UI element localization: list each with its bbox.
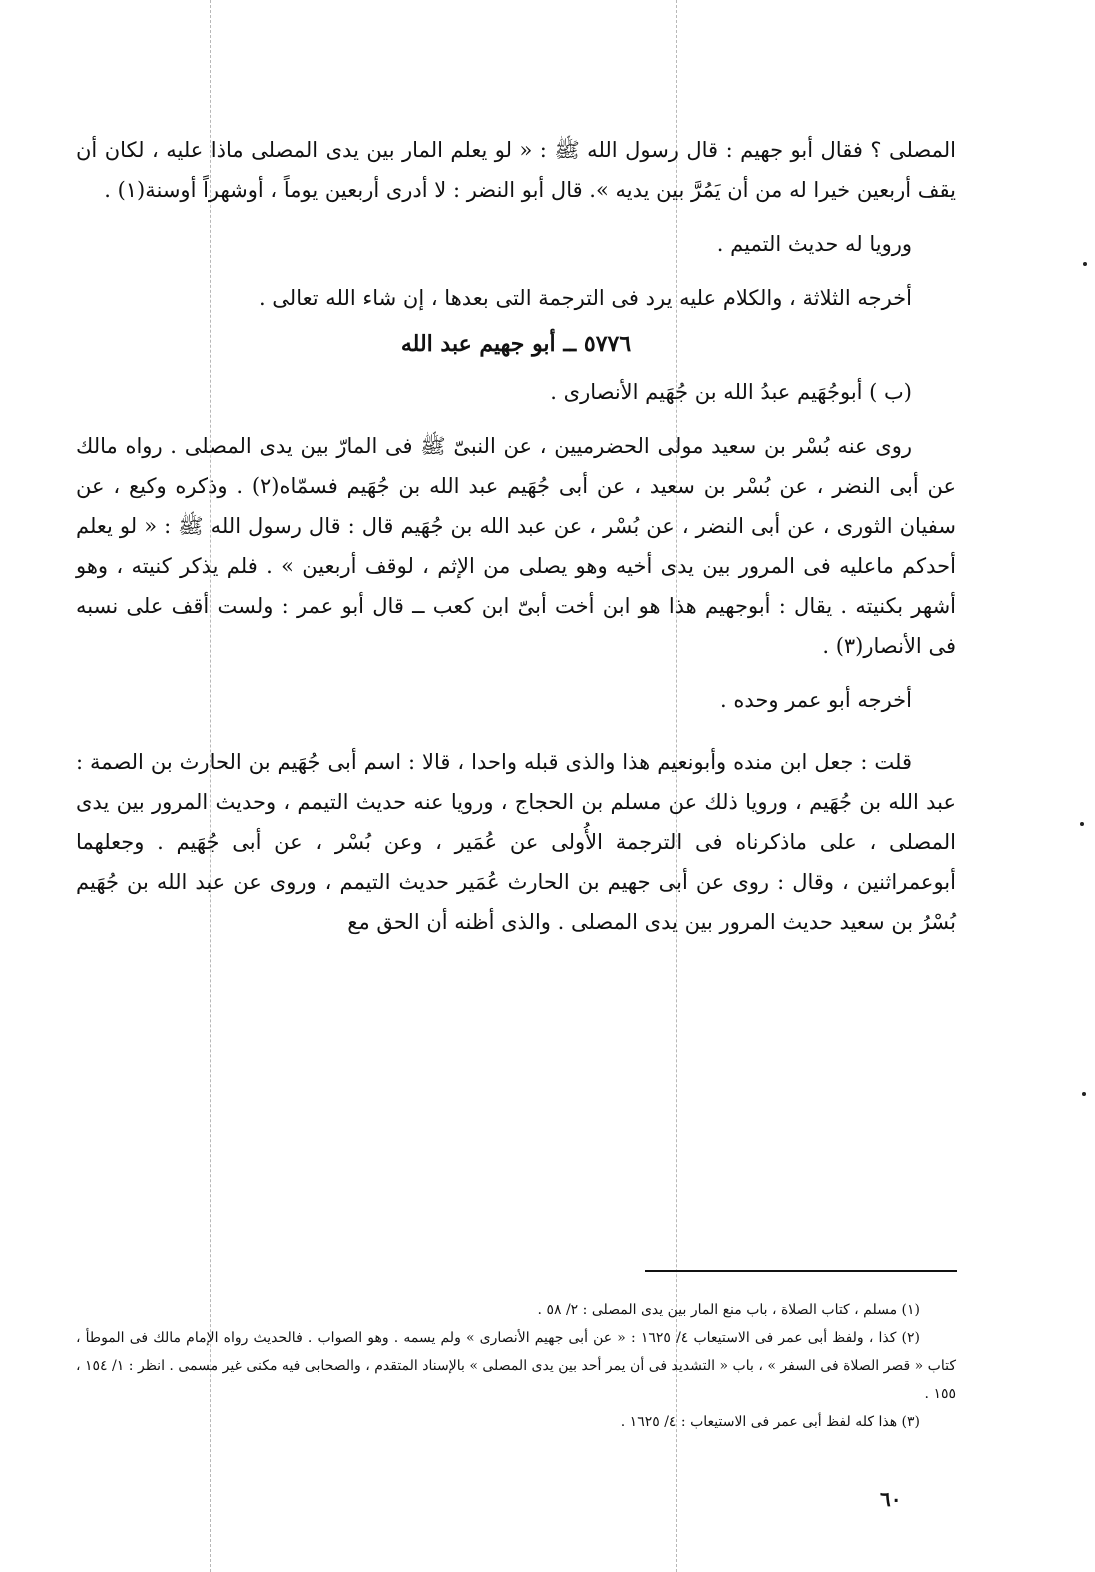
footnote-2: (٢) كذا ، ولفظ أبى عمر فى الاستيعاب ٤/ ١٦٢٥ : « عن أبى جهيم الأنصارى » ولم يسمه . وهو الصواب . فالحديث رواه الإمام مالك فى الموطأ ، كتاب « قصر الصلاة فى السفر » ، باب « التشديد فى أن يمر أحد بين يدى المصلى » بالإسناد المتقدم ، والصحابى فيه مكنى غير مسمى . انظر : ١/ ١٥٤ ، ١٥٥ .: [76, 1330, 957, 1402]
margin-mark: [1083, 262, 1087, 266]
entry-heading: ٥٧٧٦ ــ أبو جهيم عبد الله: [400, 331, 632, 357]
paragraph-narration: روى عنه بُسْر بن سعيد مولى الحضرميين ، عن النبىّ ﷺ فى المارّ بين يدى المصلى . رواه مالك عن أبى النضر ، عن بُسْر بن سعيد ، عن أبى جُهَيم عبد الله بن جُهَيم فسمّاه(٢) . وذكره وكيع ، عن سفيان الثورى ، عن أبى النضر ، عن بُسْر ، عن عبد الله بن جُهَيم قال : قال رسول الله ﷺ : « لو يعلم أحدكم ماعليه فى المرور بين يدى أخيه وهو يصلى من الإثم ، لوقف أربعين » . فلم يذكر كنيته ، وهو أشهر بكنيته . يقال : أبوجهيم هذا هو ابن أخت أبىّ ابن كعب ــ قال أبو عمر : ولست أقف على نسبه فى الأنصار(٣) .: [76, 434, 956, 658]
page-body: [76, 130, 956, 942]
page-number: ٦٠: [880, 1487, 902, 1511]
paragraph-entry-name: (ب ) أبوجُهَيم عبدُ الله بن جُهَيم الأنصارى .: [550, 380, 912, 404]
margin-mark: [1082, 1092, 1086, 1096]
footnote-separator: [645, 1270, 957, 1272]
paragraph-takhrij: أخرجه الثلاثة ، والكلام عليه يرد فى الترجمة التى بعدها ، إن شاء الله تعالى .: [258, 286, 912, 310]
margin-mark: [1080, 822, 1084, 826]
paragraph-abu-umar: أخرجه أبو عمر وحده .: [720, 688, 912, 712]
footnotes: [76, 1296, 956, 1436]
paragraph-continuation: المصلى ؟ فقال أبو جهيم : قال رسول الله ﷺ : « لو يعلم المار بين يدى المصلى ماذا عليه ، لكان أن يقف أربعين خيرا له من أن يَمُرَّ بين يديه ». قال أبو النضر : لا أدرى أربعين يوماً ، أوشهراً أوسنة(١) .: [76, 138, 956, 202]
paragraph-tamim: ورويا له حديث التميم .: [716, 232, 912, 256]
footnote-1: (١) مسلم ، كتاب الصلاة ، باب منع المار بين يدى المصلى : ٢/ ٥٨ .: [537, 1302, 920, 1318]
footnote-3: (٣) هذا كله لفظ أبى عمر فى الاستيعاب : ٤/ ١٦٢٥ .: [620, 1414, 920, 1430]
paragraph-commentary: قلت : جعل ابن منده وأبونعيم هذا والذى قبله واحدا ، قالا : اسم أبى جُهَيم بن الحارث بن الصمة : عبد الله بن جُهَيم ، ورويا ذلك عن مسلم بن الحجاج ، ورويا عنه حديث التيمم ، وحديث المرور بين يدى المصلى ، على ماذكرناه فى الترجمة الأُولى عن عُمَير ، وعن بُسْر ، عن أبى جُهَيم . وجعلهما أبوعمراثنين ، وقال : روى عن أبى جهيم بن الحارث عُمَير حديث التيمم ، وروى عن عبد الله بن جُهَيم بُسْرُ بن سعيد حديث المرور بين يدى المصلى . والذى أظنه أن الحق مع: [76, 750, 956, 934]
